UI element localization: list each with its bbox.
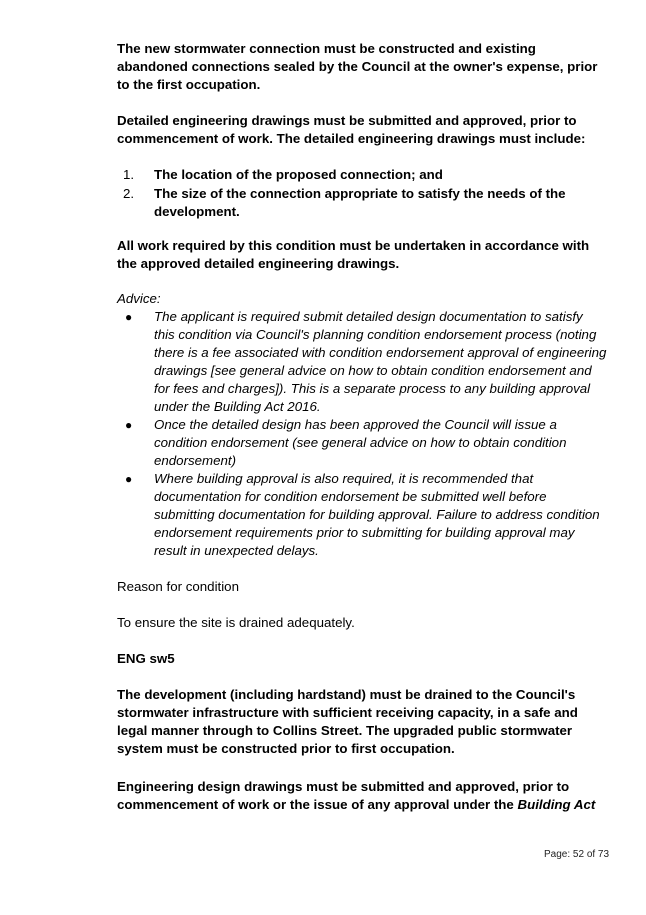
list-item xyxy=(117,308,607,416)
condition-heading: ENG sw5 xyxy=(117,651,175,666)
advice-list xyxy=(117,308,607,560)
reason-label: Reason for condition xyxy=(117,579,239,594)
list-item xyxy=(117,416,607,470)
page-number: Page: 52 of 73 xyxy=(544,849,610,860)
reason-text: To ensure the site is drained adequately. xyxy=(117,615,355,630)
list-number: 1. xyxy=(123,167,135,182)
list-item xyxy=(117,470,607,560)
advice-label: Advice: xyxy=(117,291,161,306)
advice-text: The applicant is required submit detailed design documentation to satisfy this condition via Council's planning condition endorsement process (noting there is a fee associated with condition endorsement approval of engineering drawings [see general advice on how to obtain condition endorsement and for fees and charges]). This is a separate process to any building approval under the Building Act 2016. xyxy=(154,309,607,414)
act-name: Building Act xyxy=(517,797,596,812)
list-number: 2. xyxy=(123,186,135,201)
requirements-list xyxy=(117,166,607,221)
list-item xyxy=(117,185,607,221)
document-page xyxy=(117,40,607,814)
bullet-icon: ● xyxy=(125,472,133,486)
condition-paragraph-drainage: The development (including hardstand) must be drained to the Council's stormwater infrastructure with sufficient receiving capacity, in a safe and legal manner through to Collins Street. The upgraded public stormwater system must be constructed prior to first occupation. xyxy=(117,687,578,756)
condition-paragraph-connection: The new stormwater connection must be constructed and existing abandoned connections sealed by the Council at the owner's expense, prior to the first occupation. xyxy=(117,41,598,92)
advice-text: Where building approval is also required, it is recommended that documentation for condition endorsement be submitted well before submitting documentation for building approval. Failure to address condition endorsement requirements prior to submitting for building approval may result in unexpected delays. xyxy=(154,471,600,558)
advice-text: Once the detailed design has been approved the Council will issue a condition endorsement (see general advice on how to obtain condition endorsement) xyxy=(154,417,567,468)
condition-paragraph-design-drawings xyxy=(117,778,607,814)
condition-paragraph-drawings: Detailed engineering drawings must be submitted and approved, prior to commencement of work. The detailed engineering drawings must include: xyxy=(117,113,586,146)
bullet-icon: ● xyxy=(125,418,133,432)
list-item xyxy=(117,166,607,184)
list-text: The location of the proposed connection; and xyxy=(154,167,443,182)
paragraph-text: Engineering design drawings must be submitted and approved, prior to commencement of work or the issue of any approval under the xyxy=(117,779,570,812)
bullet-icon: ● xyxy=(125,310,133,324)
condition-paragraph-accordance: All work required by this condition must be undertaken in accordance with the approved detailed engineering drawings. xyxy=(117,238,590,271)
list-text: The size of the connection appropriate to satisfy the needs of the development. xyxy=(154,186,566,219)
